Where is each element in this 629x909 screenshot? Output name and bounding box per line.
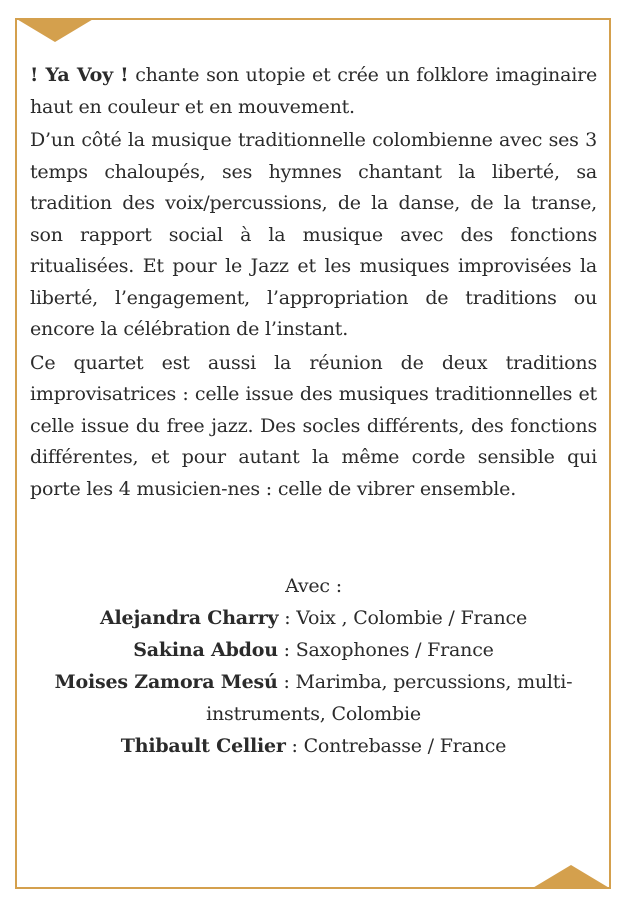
top-corner-ornament — [15, 18, 95, 42]
paragraph-traditions: D’un côté la musique traditionnelle colombienne avec ses 3 temps chaloupés, ses hymnes chantant la liberté, sa tradition des voix/percussions, de la danse, de la transe, son rapport social à la musique avec des fonctions ritualisées. Et pour le Jazz et les musiques improvisées la liberté, l’engagement, l’appropriation de traditions ou encore la célébration de l’instant. — [30, 129, 597, 340]
credits-heading: Avec : — [285, 575, 342, 597]
member-role: : Marimba, percussions, multi-instruments, Colombie — [206, 671, 573, 725]
credit-member — [30, 730, 597, 762]
member-name: Sakina Abdou — [133, 639, 278, 661]
intro-paragraph — [30, 60, 597, 123]
bottom-corner-ornament — [531, 865, 611, 889]
description-text — [30, 60, 597, 507]
band-name: ! Ya Voy ! — [30, 64, 129, 86]
member-role: : Contrebasse / France — [285, 735, 507, 757]
member-name: Alejandra Charry — [100, 607, 279, 629]
member-role: : Voix , Colombie / France — [278, 607, 527, 629]
intro-text: chante son utopie et crée un folklore imaginaire haut en couleur et en mouvement. — [30, 64, 597, 118]
credit-member — [30, 666, 597, 730]
member-role: : Saxophones / France — [277, 639, 494, 661]
member-name: Moises Zamora Mesú — [54, 671, 278, 693]
credit-member — [30, 602, 597, 634]
paragraph-quartet: Ce quartet est aussi la réunion de deux traditions improvisatrices : celle issue des musiques traditionnelles et celle issue du free jazz. Des socles différents, des fonctions différentes, et pour autant la même corde sensible qui porte les 4 musicien-nes : celle de vibrer ensemble. — [30, 351, 597, 500]
member-name: Thibault Cellier — [120, 735, 286, 757]
credits-section — [30, 570, 597, 762]
credit-member — [30, 634, 597, 666]
